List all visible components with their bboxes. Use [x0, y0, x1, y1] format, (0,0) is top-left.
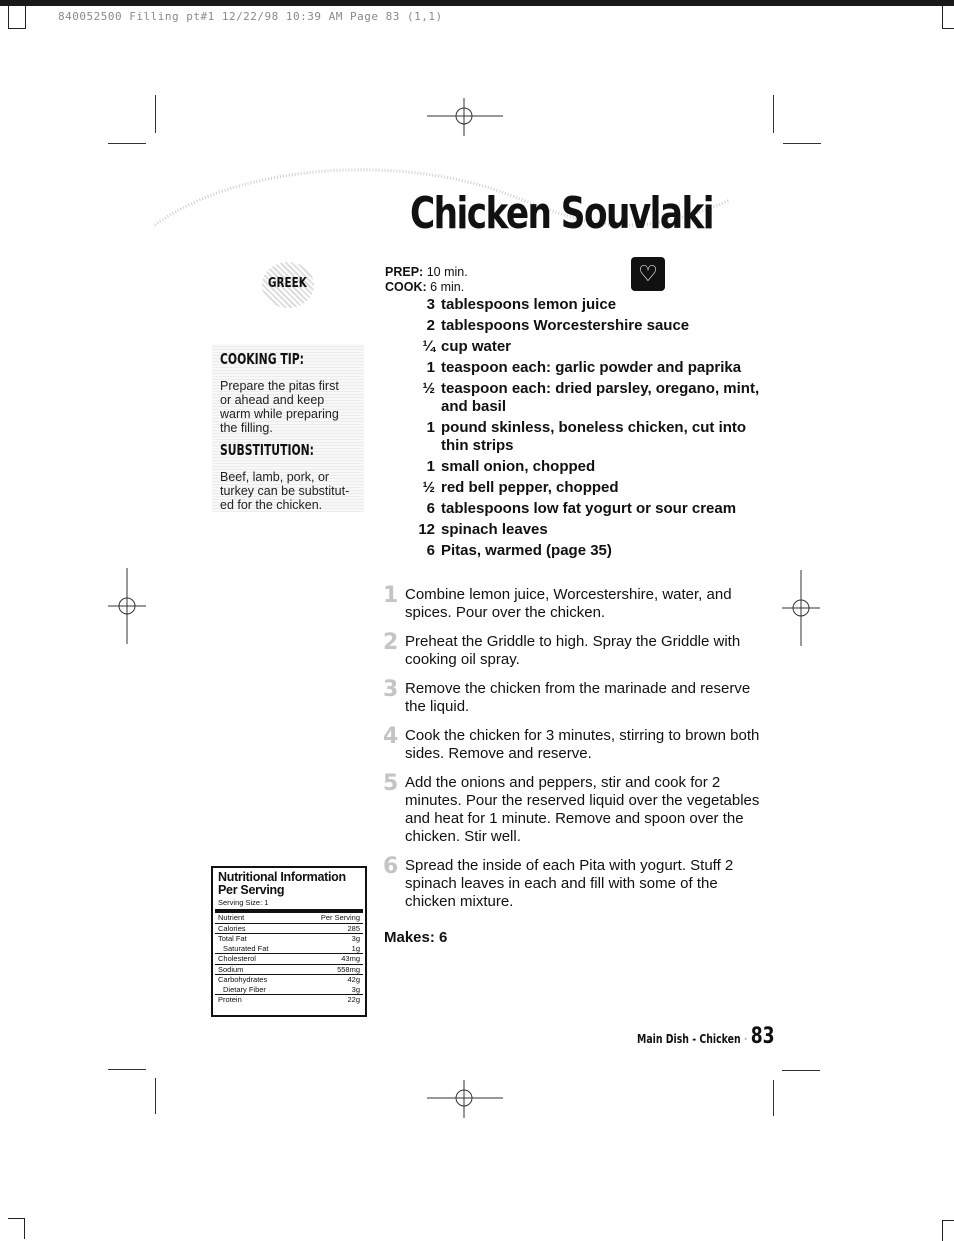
- registration-mark-top: [425, 98, 505, 138]
- ingredient-item: [385, 296, 765, 314]
- ingredient-quantity: 1: [426, 419, 435, 436]
- nutrient-value: 285: [347, 923, 360, 933]
- step-number: 6: [383, 854, 399, 879]
- step-list: [383, 583, 763, 922]
- nutrition-panel: [211, 866, 367, 1017]
- prep-value: 10 min.: [426, 265, 468, 279]
- ingredient-text: cup water: [441, 338, 512, 355]
- cuisine-badge: GREEK: [268, 276, 307, 291]
- step-number: 3: [383, 677, 399, 702]
- ingredient-quantity: ½: [422, 380, 435, 397]
- ingredient-quantity: 3: [426, 296, 435, 313]
- nutrition-row: [215, 994, 363, 1005]
- ingredient-text: tablespoons lemon juice: [441, 296, 617, 313]
- step-number: 2: [383, 630, 399, 655]
- nutrition-header-row: [215, 913, 363, 924]
- nutrient-value: 3g: [351, 934, 360, 943]
- nutrient-value: 3g: [351, 984, 360, 994]
- nutrient-name: Protein: [218, 995, 242, 1004]
- prep-cook-times: [385, 265, 468, 294]
- corner-mark-top-left: [8, 6, 26, 29]
- ingredient-text: red bell pepper, chopped: [441, 479, 619, 496]
- serving-size: Serving Size: 1: [215, 897, 363, 913]
- nutrition-row: [215, 964, 363, 975]
- nutrient-name: Cholesterol: [218, 954, 256, 963]
- ingredient-item: [385, 359, 765, 377]
- prep-label: PREP:: [385, 265, 424, 279]
- recipe-title: Chicken Souvlaki: [410, 188, 713, 239]
- corner-mark-bottom-left: [8, 1218, 25, 1239]
- ingredient-quantity: 2: [426, 317, 435, 334]
- nutrition-row: [215, 985, 363, 995]
- makes-yield: Makes: 6: [384, 929, 448, 946]
- ingredient-text: Pitas, warmed (page 35): [441, 542, 612, 559]
- ingredient-item: [385, 338, 765, 356]
- cook-value: 6 min.: [430, 279, 465, 294]
- ingredient-text: tablespoons low fat yogurt or sour cream: [441, 500, 737, 517]
- ingredient-item: [385, 317, 765, 335]
- nutrient-name: Calories: [218, 923, 246, 933]
- nutrient-value: 43mg: [341, 954, 360, 963]
- corner-mark-top-right: [942, 6, 954, 29]
- ingredient-item: [385, 542, 765, 560]
- ingredient-item: [385, 419, 765, 455]
- ingredient-text: small onion, chopped: [441, 458, 596, 475]
- ingredient-quantity: ¼: [422, 338, 435, 355]
- nutrition-row: [215, 974, 363, 985]
- step-text: Spread the inside of each Pita with yogurt. Stuff 2 spinach leaves in each and fill with some of the chicken mixture.: [405, 857, 734, 910]
- crop-mark: [773, 1080, 774, 1116]
- cook-label: COOK:: [385, 279, 427, 294]
- nutrient-name: Sodium: [218, 964, 244, 974]
- nutrition-row: [215, 953, 363, 964]
- step-item: [383, 583, 763, 622]
- top-bar: [0, 0, 954, 6]
- crop-mark: [783, 143, 821, 144]
- ingredient-item: [385, 380, 765, 416]
- crop-mark: [155, 1078, 156, 1114]
- step-text: Remove the chicken from the marinade and reserve the liquid.: [405, 680, 751, 715]
- ingredient-quantity: 1: [426, 458, 435, 475]
- nutrient-value: 558mg: [337, 964, 360, 974]
- ingredient-list: [385, 296, 765, 563]
- crop-mark: [108, 143, 146, 144]
- nutrient-name: Saturated Fat: [223, 943, 269, 953]
- step-text: Combine lemon juice, Worcestershire, water, and spices. Pour over the chicken.: [405, 586, 732, 621]
- crop-mark: [155, 95, 156, 133]
- ingredient-text: teaspoon each: dried parsley, oregano, mint, and basil: [441, 380, 760, 415]
- cooking-tip-box: [212, 344, 364, 512]
- ingredient-text: tablespoons Worcestershire sauce: [441, 317, 690, 334]
- ingredient-item: [385, 458, 765, 476]
- footer-section: Main Dish - Chicken: [637, 1032, 741, 1046]
- ingredient-text: pound skinless, boneless chicken, cut into thin strips: [441, 419, 747, 454]
- ingredient-quantity: 6: [426, 542, 435, 559]
- nutrient-column-header: Nutrient: [218, 913, 245, 922]
- step-number: 5: [383, 771, 399, 796]
- corner-mark-bottom-right: [942, 1220, 954, 1241]
- step-text: Add the onions and peppers, stir and cook for 2 minutes. Pour the reserved liquid over the vegetables and heat for 1 minute. Remove and spoon over the chicken. Stir well.: [405, 774, 760, 845]
- print-header: 840052500 Filling pt#1 12/22/98 10:39 AM Page 83 (1,1): [58, 10, 443, 23]
- nutrient-name: Total Fat: [218, 934, 247, 943]
- ingredient-text: spinach leaves: [441, 521, 548, 538]
- step-item: [383, 854, 763, 911]
- step-item: [383, 677, 763, 716]
- step-item: [383, 771, 763, 846]
- crop-mark: [782, 1070, 820, 1071]
- heart-healthy-icon: ♡: [631, 257, 665, 291]
- ingredient-quantity: 12: [418, 521, 435, 538]
- nutrient-value: 42g: [347, 975, 360, 984]
- nutrition-row: [215, 924, 363, 934]
- ingredient-text: teaspoon each: garlic powder and paprika: [441, 359, 742, 376]
- ingredient-quantity: 6: [426, 500, 435, 517]
- registration-mark-right: [782, 568, 822, 648]
- ingredient-item: [385, 479, 765, 497]
- step-item: [383, 724, 763, 763]
- page-footer: Main Dish - Chicken · 83: [637, 1024, 775, 1049]
- ingredient-quantity: ½: [422, 479, 435, 496]
- page-number: 83: [750, 1024, 775, 1049]
- nutrient-value: 22g: [347, 995, 360, 1004]
- per-serving-column-header: Per Serving: [320, 913, 360, 922]
- ingredient-quantity: 1: [426, 359, 435, 376]
- crop-mark: [108, 1069, 146, 1070]
- cooking-tip-text: Prepare the pitas first or ahead and keep warm while preparing the filling.: [220, 379, 339, 435]
- substitution-text: Beef, lamb, pork, or turkey can be substitut-ed for the chicken.: [220, 470, 350, 512]
- ingredient-item: [385, 500, 765, 518]
- nutrition-row: [215, 944, 363, 954]
- step-text: Preheat the Griddle to high. Spray the Griddle with cooking oil spray.: [405, 633, 741, 668]
- crop-mark: [773, 95, 774, 133]
- nutrition-row: [215, 933, 363, 944]
- step-text: Cook the chicken for 3 minutes, stirring to brown both sides. Remove and reserve.: [405, 727, 760, 762]
- registration-mark-left: [108, 566, 148, 646]
- cooking-tip-title: COOKING TIP:: [220, 350, 304, 368]
- nutrient-value: 1g: [351, 943, 360, 953]
- step-number: 1: [383, 583, 399, 608]
- step-item: [383, 630, 763, 669]
- nutrition-title: Nutritional Information Per Serving: [218, 870, 346, 897]
- ingredient-item: [385, 521, 765, 539]
- registration-mark-bottom: [425, 1080, 505, 1120]
- nutrient-name: Carbohydrates: [218, 975, 268, 984]
- step-number: 4: [383, 724, 399, 749]
- nutrient-name: Dietary Fiber: [223, 984, 266, 994]
- substitution-title: SUBSTITUTION:: [220, 441, 315, 459]
